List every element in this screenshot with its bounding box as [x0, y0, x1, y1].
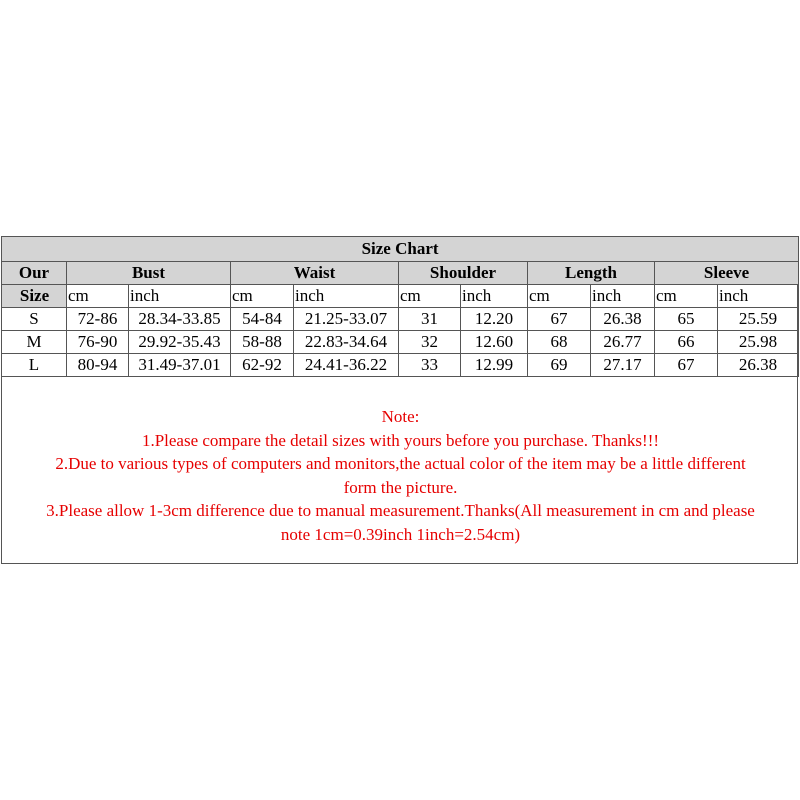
table-cell: 66: [655, 331, 718, 354]
table-cell: 21.25-33.07: [294, 308, 399, 331]
table-cell: 62-92: [231, 354, 294, 377]
table-cell: 58-88: [231, 331, 294, 354]
size-header: Size: [2, 285, 67, 308]
table-cell: 54-84: [231, 308, 294, 331]
table-cell: 26.38: [591, 308, 655, 331]
unit-label: inch: [591, 285, 655, 308]
waist-header: Waist: [231, 262, 399, 285]
table-cell: 27.17: [591, 354, 655, 377]
table-cell: 24.41-36.22: [294, 354, 399, 377]
unit-label: inch: [718, 285, 799, 308]
table-cell: 65: [655, 308, 718, 331]
table-cell: 12.20: [461, 308, 528, 331]
note-line: 2.Due to various types of computers and monitors,the actual color of the item may be a little different: [55, 454, 746, 473]
table-cell: 12.60: [461, 331, 528, 354]
shoulder-header: Shoulder: [399, 262, 528, 285]
table-cell: 12.99: [461, 354, 528, 377]
table-cell: 26.38: [718, 354, 799, 377]
size-cell: S: [2, 308, 67, 331]
table-row: [2, 308, 799, 331]
unit-label: inch: [461, 285, 528, 308]
size-cell: M: [2, 331, 67, 354]
our-size-header: Our: [2, 262, 67, 285]
table-cell: 25.59: [718, 308, 799, 331]
table-cell: 76-90: [67, 331, 129, 354]
note-line: 1.Please compare the detail sizes with yours before you purchase. Thanks!!!: [141, 430, 660, 450]
table-cell: 31.49-37.01: [129, 354, 231, 377]
table-cell: 72-86: [67, 308, 129, 331]
table-cell: 26.77: [591, 331, 655, 354]
table-row: [2, 331, 799, 354]
table-cell: 28.34-33.85: [129, 308, 231, 331]
table-row: [2, 354, 799, 377]
notes-section: [2, 405, 799, 546]
table-cell: 80-94: [67, 354, 129, 377]
table-cell: 31: [399, 308, 461, 331]
size-table: [1, 236, 799, 377]
bust-header: Bust: [67, 262, 231, 285]
unit-label: cm: [399, 285, 461, 308]
table-cell: 22.83-34.64: [294, 331, 399, 354]
note-line: form the picture.: [343, 477, 458, 497]
note-line: 3.Please allow 1-3cm difference due to manual measurement.Thanks(All measurement in cm and please: [46, 501, 755, 520]
table-cell: 29.92-35.43: [129, 331, 231, 354]
unit-label: cm: [655, 285, 718, 308]
length-header: Length: [528, 262, 655, 285]
size-cell: L: [2, 354, 67, 377]
table-cell: 32: [399, 331, 461, 354]
unit-label: inch: [294, 285, 399, 308]
table-cell: 67: [528, 308, 591, 331]
unit-label: cm: [67, 285, 129, 308]
table-cell: 33: [399, 354, 461, 377]
table-cell: 25.98: [718, 331, 799, 354]
size-chart: [1, 236, 798, 564]
unit-label: cm: [528, 285, 591, 308]
table-cell: 69: [528, 354, 591, 377]
table-cell: 68: [528, 331, 591, 354]
chart-title: Size Chart: [2, 237, 799, 262]
unit-label: cm: [231, 285, 294, 308]
sleeve-header: Sleeve: [655, 262, 799, 285]
unit-label: inch: [129, 285, 231, 308]
table-cell: 67: [655, 354, 718, 377]
note-line: note 1cm=0.39inch 1inch=2.54cm): [280, 524, 521, 544]
note-heading: Note:: [381, 407, 420, 426]
